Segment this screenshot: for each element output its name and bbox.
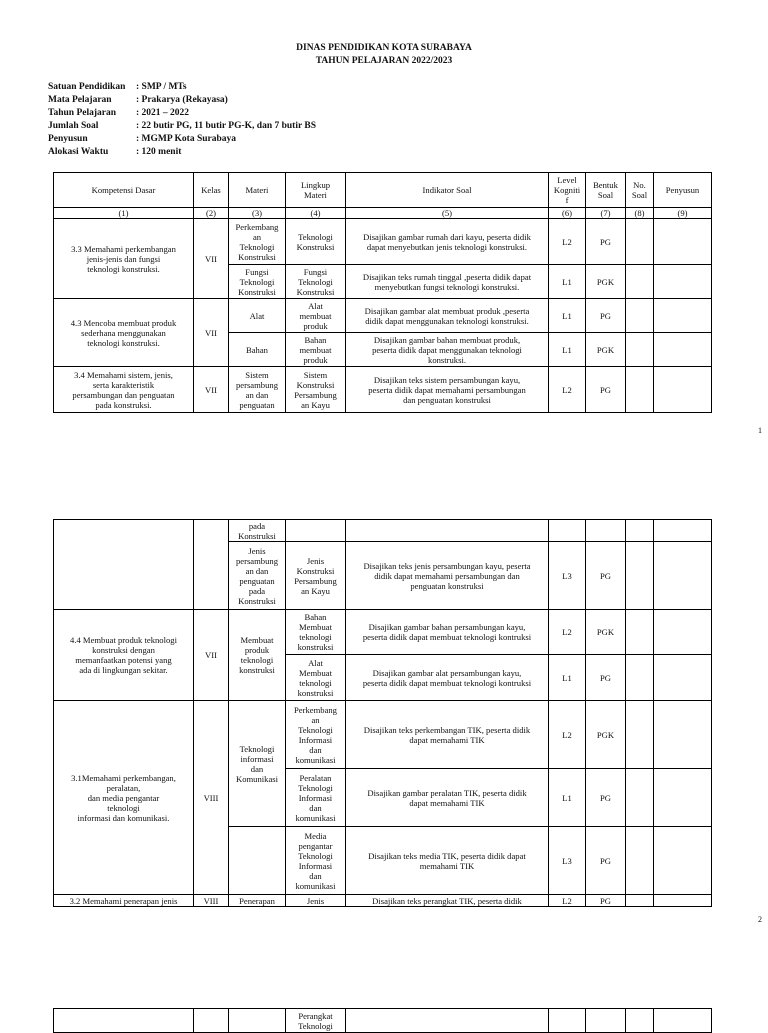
lingkup-cell: Jenis <box>286 895 346 907</box>
kompetensi-dasar-cell: 4.3 Mencoba membuat produk sederhana menggunakan teknologi konstruksi. <box>54 299 194 367</box>
penyusun-cell <box>654 827 712 895</box>
meta-value: : 120 menit <box>136 147 182 157</box>
level-cell: L2 <box>549 367 586 413</box>
bentuk-cell: PG <box>586 655 626 701</box>
lingkup-cell: Peralatan Teknologi Informasi dan komunikasi <box>286 769 346 827</box>
indikator-cell: Disajikan gambar bahan persambungan kayu, peserta didik dapat membuat teknologi kontruksi <box>346 610 549 655</box>
no-soal-cell <box>626 769 654 827</box>
materi-cell: Jenis persambung an dan penguatan pada Konstruksi <box>229 542 286 610</box>
kompetensi-dasar-cell <box>54 1009 194 1033</box>
materi-cell: Bahan <box>229 333 286 367</box>
bentuk-cell: PG <box>586 299 626 333</box>
meta-key: Alokasi Waktu <box>48 147 109 157</box>
table-row <box>54 895 712 907</box>
bentuk-cell <box>586 520 626 542</box>
level-cell <box>549 520 586 542</box>
kelas-cell: VII <box>194 610 229 701</box>
no-soal-cell <box>626 520 654 542</box>
no-soal-cell <box>626 701 654 769</box>
document-title-2: TAHUN PELAJARAN 2022/2023 <box>315 56 453 66</box>
level-cell: L1 <box>549 655 586 701</box>
no-soal-cell <box>626 219 654 265</box>
no-soal-cell <box>626 367 654 413</box>
table-row <box>54 299 712 333</box>
no-soal-cell <box>626 610 654 655</box>
meta-key: Tahun Pelajaran <box>48 108 117 118</box>
bentuk-cell: PG <box>586 542 626 610</box>
column-number: (1) <box>54 208 194 219</box>
indikator-cell: Disajikan gambar rumah dari kayu, peserta didik dapat menyebutkan jenis teknologi konstruksi. <box>346 219 549 265</box>
penyusun-cell <box>654 542 712 610</box>
table-row <box>54 367 712 413</box>
column-header: Kelas <box>194 173 229 208</box>
level-cell: L1 <box>549 265 586 299</box>
meta-value: : 22 butir PG, 11 butir PG-K, dan 7 butir BS <box>136 121 317 131</box>
kompetensi-dasar-cell: 3.2 Memahami penerapan jenis <box>54 895 194 907</box>
column-number: (2) <box>194 208 229 219</box>
materi-cell: pada Konstruksi <box>229 520 286 542</box>
penyusun-cell <box>654 1009 712 1033</box>
bentuk-cell: PGK <box>586 701 626 769</box>
meta-row <box>48 94 316 107</box>
level-cell: L1 <box>549 769 586 827</box>
kompetensi-dasar-cell: 3.1Memahami perkembangan, peralatan, dan media pengantar teknologi informasi dan komunikasi. <box>54 701 194 895</box>
column-header: Lingkup Materi <box>286 173 346 208</box>
materi-cell <box>229 1009 286 1033</box>
lingkup-cell: Alat membuat produk <box>286 299 346 333</box>
column-number: (4) <box>286 208 346 219</box>
bentuk-cell: PG <box>586 827 626 895</box>
materi-cell: Perkembang an Teknologi Konstruksi <box>229 219 286 265</box>
level-cell: L2 <box>549 610 586 655</box>
meta-row <box>48 146 316 159</box>
header-row <box>54 173 712 208</box>
kelas-cell <box>194 520 229 610</box>
penyusun-cell <box>654 299 712 333</box>
bentuk-cell: PGK <box>586 610 626 655</box>
no-soal-cell <box>626 299 654 333</box>
lingkup-cell: Sistem Konstruksi Persambung an Kayu <box>286 367 346 413</box>
meta-key: Penyusun <box>48 134 88 144</box>
lingkup-cell: Alat Membuat teknologi konstruksi <box>286 655 346 701</box>
column-header: Kompetensi Dasar <box>54 173 194 208</box>
level-cell: L1 <box>549 299 586 333</box>
penyusun-cell <box>654 610 712 655</box>
materi-cell: Penerapan <box>229 895 286 907</box>
materi-cell: Membuat produk teknologi konstruksi <box>229 610 286 701</box>
penyusun-cell <box>654 769 712 827</box>
kelas-cell: VII <box>194 219 229 299</box>
column-number: (3) <box>229 208 286 219</box>
indikator-cell <box>346 1009 549 1033</box>
kelas-cell <box>194 1009 229 1033</box>
no-soal-cell <box>626 333 654 367</box>
column-number-row <box>54 208 712 219</box>
lingkup-cell: Fungsi Teknologi Konstruksi <box>286 265 346 299</box>
table-row <box>54 610 712 655</box>
penyusun-cell <box>654 367 712 413</box>
indikator-cell: Disajikan gambar alat membuat produk ,peserta didik dapat menggunakan teknologi konstruksi. <box>346 299 549 333</box>
no-soal-cell <box>626 895 654 907</box>
lingkup-cell: Perangkat Teknologi <box>286 1009 346 1033</box>
no-soal-cell <box>626 265 654 299</box>
column-header: No. Soal <box>626 173 654 208</box>
column-header: Indikator Soal <box>346 173 549 208</box>
indikator-cell: Disajikan teks perangkat TIK, peserta didik <box>346 895 549 907</box>
column-header: Penyusun <box>654 173 712 208</box>
indikator-cell: Disajikan gambar alat persambungan kayu, peserta didik dapat membuat teknologi kontruksi <box>346 655 549 701</box>
lingkup-cell: Perkembang an Teknologi Informasi dan komunikasi <box>286 701 346 769</box>
indikator-cell <box>346 520 549 542</box>
kelas-cell: VII <box>194 299 229 367</box>
meta-value: : SMP / MTs <box>136 82 187 92</box>
level-cell: L2 <box>549 219 586 265</box>
kelas-cell: VII <box>194 367 229 413</box>
bentuk-cell: PG <box>586 895 626 907</box>
no-soal-cell <box>626 1009 654 1033</box>
meta-value: : MGMP Kota Surabaya <box>136 134 237 144</box>
level-cell: L1 <box>549 333 586 367</box>
table-row <box>54 1009 712 1033</box>
indikator-cell: Disajikan teks media TIK, peserta didik dapat memahami TIK <box>346 827 549 895</box>
document-title-1: DINAS PENDIDIKAN KOTA SURABAYA <box>296 43 472 53</box>
kisi-kisi-table-page-2 <box>53 519 712 907</box>
bentuk-cell: PGK <box>586 265 626 299</box>
column-number: (6) <box>549 208 586 219</box>
meta-row <box>48 133 316 146</box>
kelas-cell: VIII <box>194 701 229 895</box>
meta-key: Jumlah Soal <box>48 121 99 131</box>
penyusun-cell <box>654 333 712 367</box>
column-number: (7) <box>586 208 626 219</box>
document-meta <box>48 81 316 159</box>
level-cell: L3 <box>549 542 586 610</box>
kisi-kisi-table-page-1 <box>53 172 712 413</box>
level-cell <box>549 1009 586 1033</box>
column-number: (5) <box>346 208 549 219</box>
lingkup-cell <box>286 520 346 542</box>
meta-key: Satuan Pendidikan <box>48 82 126 92</box>
bentuk-cell: PGK <box>586 333 626 367</box>
indikator-cell: Disajikan gambar peralatan TIK, peserta didik dapat memahami TIK <box>346 769 549 827</box>
column-header: Materi <box>229 173 286 208</box>
level-cell: L2 <box>549 895 586 907</box>
materi-cell: Teknologi informasi dan Komunikasi <box>229 701 286 827</box>
lingkup-cell: Bahan Membuat teknologi konstruksi <box>286 610 346 655</box>
column-number: (8) <box>626 208 654 219</box>
penyusun-cell <box>654 520 712 542</box>
materi-cell: Sistem persambung an dan penguatan <box>229 367 286 413</box>
indikator-cell: Disajikan teks sistem persambungan kayu, peserta didik dapat memahami persambungan dan penguatan konstruksi <box>346 367 549 413</box>
lingkup-cell: Teknologi Konstruksi <box>286 219 346 265</box>
level-cell: L3 <box>549 827 586 895</box>
penyusun-cell <box>654 265 712 299</box>
bentuk-cell: PG <box>586 219 626 265</box>
materi-cell: Fungsi Teknologi Konstruksi <box>229 265 286 299</box>
kompetensi-dasar-cell: 3.3 Memahami perkembangan jenis-jenis dan fungsi teknologi konstruksi. <box>54 219 194 299</box>
meta-row <box>48 120 316 133</box>
penyusun-cell <box>654 895 712 907</box>
lingkup-cell: Jenis Konstruksi Persambung an Kayu <box>286 542 346 610</box>
indikator-cell: Disajikan teks perkembangan TIK, peserta didik dapat memahami TIK <box>346 701 549 769</box>
meta-value: : 2021 – 2022 <box>136 108 190 118</box>
no-soal-cell <box>626 827 654 895</box>
kompetensi-dasar-cell <box>54 520 194 610</box>
page-number: 2 <box>758 915 762 924</box>
page-number: 1 <box>758 426 762 435</box>
bentuk-cell: PG <box>586 367 626 413</box>
kompetensi-dasar-cell: 4.4 Membuat produk teknologi konstruksi dengan memanfaatkan potensi yang ada di lingkungan sekitar. <box>54 610 194 701</box>
table-row <box>54 520 712 542</box>
table-row <box>54 219 712 265</box>
penyusun-cell <box>654 655 712 701</box>
column-number: (9) <box>654 208 712 219</box>
bentuk-cell: PG <box>586 769 626 827</box>
meta-row <box>48 81 316 94</box>
no-soal-cell <box>626 655 654 701</box>
bentuk-cell <box>586 1009 626 1033</box>
kelas-cell: VIII <box>194 895 229 907</box>
table-row <box>54 701 712 769</box>
materi-cell: Alat <box>229 299 286 333</box>
column-header: Bentuk Soal <box>586 173 626 208</box>
penyusun-cell <box>654 219 712 265</box>
materi-cell <box>229 827 286 895</box>
indikator-cell: Disajikan gambar bahan membuat produk, peserta didik dapat menggunakan teknologi konstruksi. <box>346 333 549 367</box>
indikator-cell: Disajikan teks jenis persambungan kayu, peserta didik dapat memahami persambungan dan penguatan konstruksi <box>346 542 549 610</box>
meta-value: : Prakarya (Rekayasa) <box>136 95 228 105</box>
lingkup-cell: Media pengantar Teknologi Informasi dan komunikasi <box>286 827 346 895</box>
indikator-cell: Disajikan teks rumah tinggal ,peserta didik dapat menyebutkan fungsi teknologi konstruksi. <box>346 265 549 299</box>
meta-row <box>48 107 316 120</box>
level-cell: L2 <box>549 701 586 769</box>
column-header: Level Kogniti f <box>549 173 586 208</box>
no-soal-cell <box>626 542 654 610</box>
lingkup-cell: Bahan membuat produk <box>286 333 346 367</box>
penyusun-cell <box>654 701 712 769</box>
kompetensi-dasar-cell: 3.4 Memahami sistem, jenis, serta karakteristik persambungan dan penguatan pada konstruksi. <box>54 367 194 413</box>
kisi-kisi-table-page-3 <box>53 1008 712 1033</box>
meta-key: Mata Pelajaran <box>48 95 112 105</box>
